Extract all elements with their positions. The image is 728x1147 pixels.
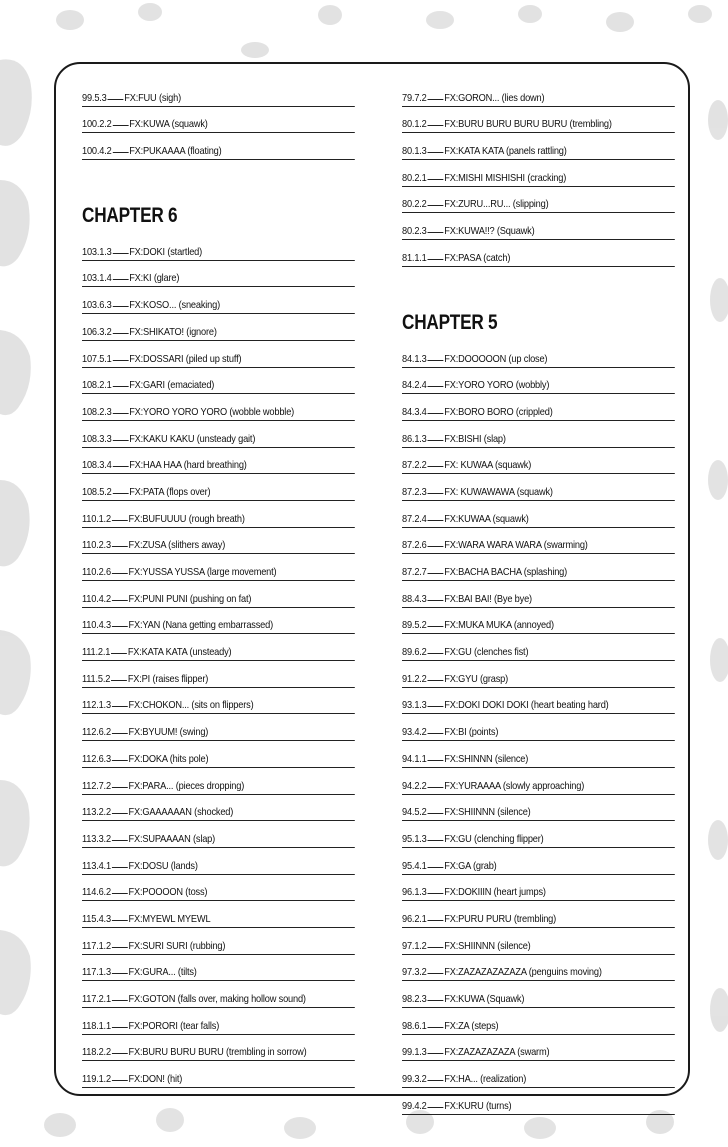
leader-line xyxy=(428,1053,444,1054)
fx-entry-reference: 94.2.2 xyxy=(402,779,427,792)
fx-entry xyxy=(82,341,355,368)
fx-entry xyxy=(402,107,675,134)
fx-entry xyxy=(402,394,675,421)
leader-line xyxy=(112,973,128,974)
fx-entry xyxy=(82,928,355,955)
fx-entry-reference: 99.4.2 xyxy=(402,1099,427,1112)
fx-entry xyxy=(82,554,355,581)
fx-entry-reference: 100.4.2 xyxy=(82,145,112,158)
leader-line xyxy=(108,99,124,100)
fx-entry xyxy=(402,928,675,955)
leader-line xyxy=(428,1027,444,1028)
fx-entry-reference: 117.2.1 xyxy=(82,993,111,1005)
leader-line xyxy=(428,760,444,761)
fx-entry-translation: FX:BUFUUUU (rough breath) xyxy=(128,512,245,525)
leader-line xyxy=(428,125,444,126)
leader-line xyxy=(428,600,444,601)
fx-entry xyxy=(402,901,675,928)
leader-line xyxy=(428,733,444,734)
fx-entry xyxy=(402,474,675,501)
fx-entry-translation: FX:SHIINNN (silence) xyxy=(444,806,531,819)
fx-entry-translation: FX:DOKIIIN (heart jumps) xyxy=(444,886,546,899)
fx-entry xyxy=(82,848,355,875)
fx-entry xyxy=(402,240,675,267)
fx-entry-translation: FX:HAA HAA (hard breathing) xyxy=(129,459,247,472)
leader-line xyxy=(428,920,444,921)
fx-entry xyxy=(82,795,355,822)
fx-entry-reference: 96.2.1 xyxy=(402,912,427,925)
leader-line xyxy=(112,333,128,334)
fx-entry-reference: 93.4.2 xyxy=(402,726,427,739)
fx-entry-translation: FX:ZURU...RU... (slipping) xyxy=(444,198,549,211)
fx-entry-translation: FX:BYUUM! (swing) xyxy=(128,726,209,739)
leader-line xyxy=(428,360,444,361)
fx-entry-translation: FX:DOKI DOKI DOKI (heart beating hard) xyxy=(444,699,609,712)
fx-entry-reference: 110.2.6 xyxy=(82,566,111,578)
leader-line xyxy=(112,787,128,788)
fx-entry-translation: FX:DOOOOON (up close) xyxy=(444,352,548,365)
fx-entry-reference: 80.2.2 xyxy=(402,198,427,211)
fx-entry-translation: FX:YORO YORO YORO (wobble wobble) xyxy=(129,405,295,418)
fx-entry xyxy=(402,1088,675,1115)
chapter-heading: CHAPTER 6 xyxy=(82,204,178,228)
fx-entry-reference: 112.1.3 xyxy=(82,699,111,712)
fx-entry xyxy=(402,528,675,555)
fx-entry xyxy=(402,1008,675,1035)
fx-entry xyxy=(82,821,355,848)
leader-line xyxy=(111,653,127,654)
fx-entry-translation: FX:YUSSA YUSSA (large movement) xyxy=(128,566,277,578)
leader-line xyxy=(428,1080,444,1081)
fx-entry-translation: FX:CHOKON... (sits on flippers) xyxy=(128,699,254,712)
fx-entry-translation: FX:PUNI PUNI (pushing on fat) xyxy=(128,592,252,605)
fx-entry xyxy=(82,634,355,661)
fx-entry-translation: FX:ZAZAZAZAZAZA (penguins moving) xyxy=(444,966,602,979)
leader-line xyxy=(112,413,128,414)
fx-entry-translation: FX:POOOON (toss) xyxy=(128,886,208,899)
fx-entry-translation: FX:MUKA MUKA (annoyed) xyxy=(444,619,554,632)
leader-line xyxy=(428,813,444,814)
fx-entry-reference: 89.6.2 xyxy=(402,646,427,659)
fx-entry-translation: FX:DOKA (hits pole) xyxy=(128,752,209,765)
fx-entry-reference: 86.1.3 xyxy=(402,432,427,445)
leader-line xyxy=(428,413,444,414)
leader-line xyxy=(112,253,128,254)
fx-entry-reference: 110.2.3 xyxy=(82,539,111,552)
fx-entry-translation: FX:SUPAAAAN (slap) xyxy=(128,832,216,845)
fx-entry-reference: 87.2.3 xyxy=(402,485,427,498)
leader-line xyxy=(112,493,128,494)
leader-line xyxy=(428,1107,444,1108)
fx-entry xyxy=(82,501,355,528)
fx-entry-reference: 84.1.3 xyxy=(402,352,427,365)
fx-entry-reference: 110.4.3 xyxy=(82,619,111,632)
leader-line xyxy=(428,626,444,627)
fx-entry-translation: FX:BACHA BACHA (splashing) xyxy=(444,566,568,578)
leader-line xyxy=(428,152,444,153)
fx-entry xyxy=(402,160,675,187)
section-gap xyxy=(82,160,354,184)
fx-entry-translation: FX:KATA KATA (unsteady) xyxy=(127,646,232,659)
leader-line xyxy=(428,440,444,441)
fx-entry xyxy=(82,234,355,261)
fx-entry xyxy=(82,368,355,395)
fx-entry-reference: 111.5.2 xyxy=(82,672,111,685)
fx-entry-reference: 108.2.1 xyxy=(82,379,112,392)
fx-entry-reference: 112.6.3 xyxy=(82,752,111,765)
leader-line xyxy=(112,1080,128,1081)
fx-entry-translation: FX:ZUSA (slithers away) xyxy=(128,539,226,552)
fx-entry-translation: FX:PASA (catch) xyxy=(444,251,511,264)
fx-entry-reference: 97.3.2 xyxy=(402,966,427,979)
fx-entry-translation: FX:DOSSARI (piled up stuff) xyxy=(129,352,242,365)
fx-entry-reference: 103.1.4 xyxy=(82,272,112,285)
leader-line xyxy=(428,493,444,494)
section-gap xyxy=(402,267,674,291)
fx-entry xyxy=(82,80,355,107)
fx-entry xyxy=(82,955,355,982)
leader-line xyxy=(112,1000,128,1001)
leader-line xyxy=(112,626,128,627)
fx-entry xyxy=(82,714,355,741)
fx-entry-reference: 80.2.3 xyxy=(402,225,427,238)
leader-line xyxy=(112,386,128,387)
leader-line xyxy=(112,867,128,868)
fx-entry xyxy=(82,107,355,134)
fx-entry-reference: 108.3.3 xyxy=(82,432,112,445)
fx-entry-reference: 94.5.2 xyxy=(402,806,427,819)
fx-entry xyxy=(402,608,675,635)
fx-entry xyxy=(402,688,675,715)
fx-entry xyxy=(82,608,355,635)
fx-entry-translation: FX:YAN (Nana getting embarrassed) xyxy=(128,619,274,632)
fx-entry-translation: FX:KUWAA (squawk) xyxy=(444,512,529,525)
fx-entry xyxy=(402,821,675,848)
leader-line xyxy=(428,680,444,681)
fx-entry xyxy=(82,581,355,608)
fx-entry-reference: 110.1.2 xyxy=(82,512,111,525)
leader-line xyxy=(428,840,444,841)
fx-entry xyxy=(82,768,355,795)
fx-entry-translation: FX:KI (glare) xyxy=(129,272,180,285)
fx-entry xyxy=(402,634,675,661)
fx-entry xyxy=(402,955,675,982)
leader-line xyxy=(112,125,128,126)
leader-line xyxy=(112,152,128,153)
fx-entry-translation: FX:KUWA (squawk) xyxy=(129,118,208,131)
fx-entry-reference: 114.6.2 xyxy=(82,886,111,899)
fx-entry xyxy=(402,448,675,475)
leader-line xyxy=(112,520,128,521)
fx-entry xyxy=(82,688,355,715)
fx-entry xyxy=(82,448,355,475)
fx-entry-translation: FX:PORORI (tear falls) xyxy=(128,1019,220,1032)
leader-line xyxy=(112,733,128,734)
fx-entry-translation: FX:DOSU (lands) xyxy=(128,859,198,872)
fx-entry-reference: 119.1.2 xyxy=(82,1073,111,1086)
fx-entry-translation: FX:DON! (hit) xyxy=(128,1073,183,1086)
fx-entry-reference: 99.3.2 xyxy=(402,1073,427,1086)
fx-entry xyxy=(82,875,355,902)
fx-entry-translation: FX:SHINNN (silence) xyxy=(444,752,529,765)
fx-entry-translation: FX:YURAAAA (slowly approaching) xyxy=(444,779,585,792)
fx-entry-translation: FX:GYU (grasp) xyxy=(444,672,509,685)
fx-entry-reference: 87.2.7 xyxy=(402,566,427,578)
fx-entry-reference: 79.7.2 xyxy=(402,91,427,104)
leader-line xyxy=(112,760,128,761)
fx-entry-reference: 108.2.3 xyxy=(82,405,112,418)
fx-entry-reference: 80.1.3 xyxy=(402,145,427,158)
fx-entry-translation: FX:PI (raises flipper) xyxy=(127,672,209,685)
fx-entry-reference: 108.5.2 xyxy=(82,485,112,498)
fx-entry-translation: FX:BORO BORO (crippled) xyxy=(444,405,553,418)
fx-entry-reference: 96.1.3 xyxy=(402,886,427,899)
fx-entry-reference: 108.3.4 xyxy=(82,459,112,472)
fx-entry-translation: FX:YORO YORO (wobbly) xyxy=(444,379,550,392)
fx-entry-translation: FX:KATA KATA (panels rattling) xyxy=(444,145,567,158)
leader-line xyxy=(112,440,128,441)
fx-entry xyxy=(82,287,355,314)
fx-entry xyxy=(82,261,355,288)
leader-line xyxy=(428,546,444,547)
fx-entry-translation: FX:GAAAAAAN (shocked) xyxy=(128,806,234,819)
fx-entry-reference: 112.7.2 xyxy=(82,779,111,792)
fx-entry-reference: 97.1.2 xyxy=(402,939,427,952)
leader-line xyxy=(112,306,128,307)
fx-entry-reference: 110.4.2 xyxy=(82,592,111,605)
fx-entry xyxy=(402,661,675,688)
fx-entry xyxy=(82,314,355,341)
fx-entry xyxy=(402,875,675,902)
leader-line xyxy=(112,360,128,361)
fx-entry xyxy=(402,981,675,1008)
fx-entry-translation: FX:DOKI (startled) xyxy=(129,245,203,258)
fx-entry xyxy=(402,768,675,795)
fx-entry-reference: 84.2.4 xyxy=(402,379,427,392)
leader-line xyxy=(112,279,128,280)
leader-line xyxy=(112,813,128,814)
fx-entry xyxy=(402,187,675,214)
fx-entry-translation: FX:MISHI MISHISHI (cracking) xyxy=(444,171,567,184)
leader-line xyxy=(428,179,444,180)
fx-entry-translation: FX:GURA... (tilts) xyxy=(128,966,197,979)
fx-entry-reference: 118.2.2 xyxy=(82,1046,111,1059)
fx-entry xyxy=(402,421,675,448)
fx-entry-reference: 115.4.3 xyxy=(82,912,111,925)
fx-entry-translation: FX:ZA (steps) xyxy=(444,1019,499,1032)
fx-entry-reference: 117.1.2 xyxy=(82,939,111,952)
fx-entry xyxy=(402,714,675,741)
fx-entry xyxy=(402,741,675,768)
fx-entry-reference: 118.1.1 xyxy=(82,1019,111,1032)
fx-entry xyxy=(402,501,675,528)
fx-entry-translation: FX:KOSO... (sneaking) xyxy=(129,299,220,312)
fx-entry-reference: 98.6.1 xyxy=(402,1019,427,1032)
fx-entry-translation: FX:BI (points) xyxy=(444,726,499,739)
fx-entry-reference: 112.6.2 xyxy=(82,726,111,739)
leader-line xyxy=(112,466,128,467)
fx-entry-reference: 87.2.6 xyxy=(402,539,427,552)
leader-line xyxy=(428,232,444,233)
fx-entry xyxy=(82,1061,355,1088)
fx-entry-translation: FX:WARA WARA WARA (swarming) xyxy=(444,539,588,552)
fx-entry-reference: 98.2.3 xyxy=(402,993,427,1005)
fx-entry-reference: 91.2.2 xyxy=(402,672,427,685)
leader-line xyxy=(428,573,444,574)
fx-entry-reference: 94.1.1 xyxy=(402,752,427,765)
fx-entry-translation: FX:BURU BURU BURU BURU (trembling) xyxy=(444,118,612,131)
fx-entry-reference: 93.1.3 xyxy=(402,699,427,712)
fx-entry xyxy=(82,981,355,1008)
fx-entry xyxy=(82,421,355,448)
fx-entry-translation: FX:KUWA (Squawk) xyxy=(444,993,525,1005)
leader-line xyxy=(428,893,444,894)
fx-entry xyxy=(402,795,675,822)
fx-entry-translation: FX:BISHI (slap) xyxy=(444,432,506,445)
fx-entry-translation: FX:GOTON (falls over, making hollow sound) xyxy=(128,993,306,1005)
fx-entry-reference: 117.1.3 xyxy=(82,966,111,979)
leader-line xyxy=(112,546,128,547)
fx-entry xyxy=(402,133,675,160)
fx-entry-translation: FX:SHIINNN (silence) xyxy=(444,939,531,952)
fx-entry-reference: 106.3.2 xyxy=(82,325,112,338)
fx-entry xyxy=(402,848,675,875)
fx-entry-translation: FX:PURU PURU (trembling) xyxy=(444,912,557,925)
fx-entry-reference: 113.4.1 xyxy=(82,859,111,872)
fx-entry-reference: 103.1.3 xyxy=(82,245,112,258)
leader-line xyxy=(428,973,444,974)
fx-entry-reference: 81.1.1 xyxy=(402,251,427,264)
leader-line xyxy=(112,600,128,601)
fx-entry xyxy=(82,1035,355,1062)
fx-entry xyxy=(402,341,675,368)
leader-line xyxy=(428,386,444,387)
fx-entry-reference: 87.2.2 xyxy=(402,459,427,472)
leader-line xyxy=(428,706,444,707)
fx-entry xyxy=(82,394,355,421)
leader-line xyxy=(428,520,444,521)
right-column xyxy=(402,80,674,1115)
leader-line xyxy=(112,1053,128,1054)
fx-entry-reference: 113.2.2 xyxy=(82,806,111,819)
fx-entry-reference: 95.1.3 xyxy=(402,832,427,845)
fx-entry xyxy=(402,80,675,107)
fx-entry-translation: FX: KUWAA (squawk) xyxy=(444,459,532,472)
fx-entry-translation: FX:GA (grab) xyxy=(444,859,497,872)
fx-entry-reference: 113.3.2 xyxy=(82,832,111,845)
fx-entry-translation: FX:SURI SURI (rubbing) xyxy=(128,939,226,952)
fx-entry xyxy=(82,741,355,768)
fx-entry-translation: FX:BAI BAI! (Bye bye) xyxy=(444,592,532,605)
fx-entry xyxy=(402,581,675,608)
fx-entry xyxy=(402,554,675,581)
fx-entry-translation: FX:GORON... (lies down) xyxy=(444,91,545,104)
fx-entry-translation: FX:SHIKATO! (ignore) xyxy=(129,325,217,338)
leader-line xyxy=(428,653,444,654)
fx-entry-translation: FX:PUKAAAA (floating) xyxy=(129,145,222,158)
leader-line xyxy=(428,259,444,260)
fx-entry-reference: 89.5.2 xyxy=(402,619,427,632)
fx-entry-translation: FX:GU (clenches fist) xyxy=(444,646,529,659)
fx-entry-reference: 95.4.1 xyxy=(402,859,427,872)
fx-entry xyxy=(82,474,355,501)
fx-entry-reference: 84.3.4 xyxy=(402,405,427,418)
fx-entry-reference: 107.5.1 xyxy=(82,352,112,365)
leader-line xyxy=(428,99,444,100)
fx-entry xyxy=(402,1035,675,1062)
fx-entry xyxy=(82,528,355,555)
fx-entry-translation: FX:PATA (flops over) xyxy=(129,485,211,498)
fx-entry-translation: FX:FUU (sigh) xyxy=(124,91,181,104)
leader-line xyxy=(428,867,444,868)
fx-entry-reference: 99.5.3 xyxy=(82,91,107,104)
fx-entry xyxy=(402,1061,675,1088)
leader-line xyxy=(112,947,128,948)
fx-entry-reference: 80.2.1 xyxy=(402,171,427,184)
fx-entry-translation: FX:PARA... (pieces dropping) xyxy=(128,779,245,792)
leader-line xyxy=(112,840,128,841)
fx-entry-reference: 88.4.3 xyxy=(402,592,427,605)
fx-entry-reference: 100.2.2 xyxy=(82,118,112,131)
fx-entry-translation: FX:HA... (realization) xyxy=(444,1073,527,1086)
fx-entry-translation: FX:KURU (turns) xyxy=(444,1099,512,1112)
leader-line xyxy=(428,205,444,206)
leader-line xyxy=(112,573,128,574)
leader-line xyxy=(428,947,444,948)
fx-entry-translation: FX:KUWA!!? (Squawk) xyxy=(444,225,535,238)
fx-entry xyxy=(402,368,675,395)
leader-line xyxy=(112,706,128,707)
fx-entry-translation: FX:GARI (emaciated) xyxy=(129,379,215,392)
fx-entry-translation: FX:BURU BURU BURU (trembling in sorrow) xyxy=(128,1046,307,1059)
fx-entry-reference: 103.6.3 xyxy=(82,299,112,312)
fx-entry xyxy=(82,901,355,928)
fx-entry-reference: 80.1.2 xyxy=(402,118,427,131)
leader-line xyxy=(112,893,128,894)
leader-line xyxy=(428,466,444,467)
leader-line xyxy=(428,787,444,788)
leader-line xyxy=(112,1027,128,1028)
fx-entry xyxy=(402,213,675,240)
leader-line xyxy=(428,1000,444,1001)
leader-line xyxy=(112,920,128,921)
fx-entry-translation: FX:GU (clenching flipper) xyxy=(444,832,544,845)
fx-entry xyxy=(82,661,355,688)
left-column xyxy=(82,80,354,1088)
fx-entry-translation: FX:KAKU KAKU (unsteady gait) xyxy=(129,432,256,445)
fx-entry-translation: FX:MYEWL MYEWL xyxy=(128,912,211,925)
fx-entry-translation: FX:ZAZAZAZAZA (swarm) xyxy=(444,1046,550,1059)
fx-entry-translation: FX: KUWAWAWA (squawk) xyxy=(444,485,553,498)
fx-entry-reference: 111.2.1 xyxy=(82,646,111,659)
chapter-heading: CHAPTER 5 xyxy=(402,310,498,334)
fx-entry-reference: 87.2.4 xyxy=(402,512,427,525)
fx-entry xyxy=(82,133,355,160)
leader-line xyxy=(111,680,127,681)
fx-entry-reference: 99.1.3 xyxy=(402,1046,427,1059)
fx-entry xyxy=(82,1008,355,1035)
